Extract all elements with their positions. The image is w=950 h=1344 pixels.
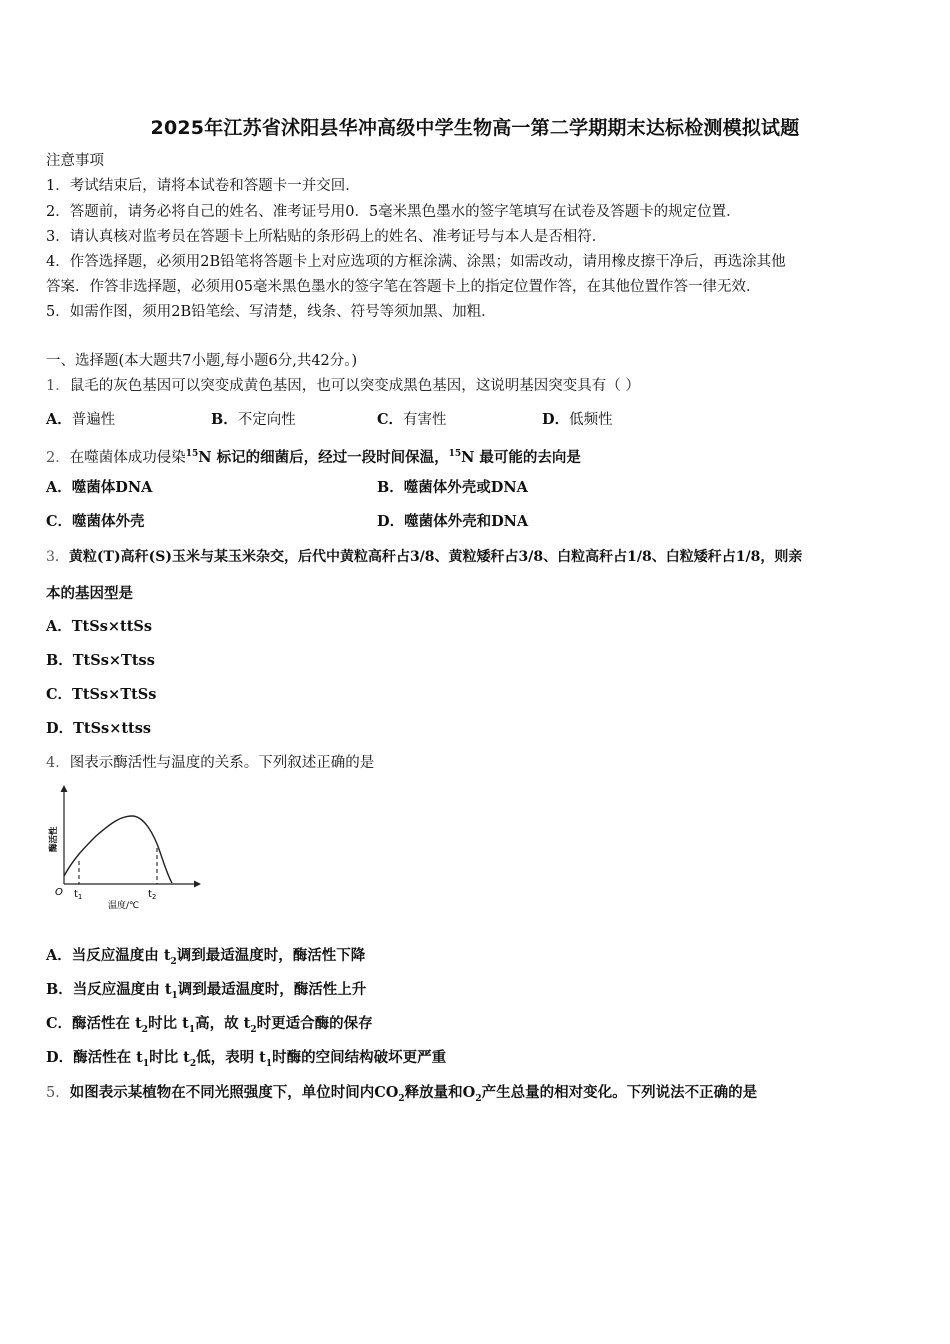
option-text: 普遍性: [71, 412, 116, 428]
option-label: B．: [211, 411, 238, 428]
question-stem: N 标记的细菌后，经过一段时间保温，: [198, 448, 449, 466]
option-text: 低，表明 t: [196, 1049, 266, 1066]
activity-curve: [64, 816, 172, 883]
origin-label: O: [55, 887, 63, 898]
question-stem: N 最可能的去向是: [461, 448, 581, 466]
option-text: TtSs×TtSs: [72, 686, 157, 703]
q3-option-c[interactable]: [46, 685, 156, 705]
notice-heading: 注意事项: [46, 153, 104, 169]
option-label: A．: [46, 618, 72, 635]
q2-option-a[interactable]: [46, 478, 152, 498]
enzyme-temperature-figure: [44, 782, 206, 912]
option-label: D．: [46, 1049, 74, 1066]
option-text: 噬菌体外壳和DNA: [404, 513, 529, 530]
option-label: C．: [377, 411, 404, 428]
option-text: 酶活性在 t: [73, 1049, 143, 1066]
option-text: 有害性: [403, 412, 447, 428]
option-label: D．: [46, 720, 74, 737]
question-stem: 产生总量的相对变化。下列说法不正确的是: [481, 1084, 758, 1101]
subscript: 1: [142, 1058, 150, 1069]
subscript: 2: [141, 1024, 149, 1035]
q3-option-d[interactable]: [46, 719, 151, 739]
question-number: 2．: [46, 449, 70, 466]
subscript: 1: [171, 990, 178, 1001]
option-text: 调到最适温度时，酶活性下降: [176, 947, 366, 964]
option-label: A．: [46, 479, 72, 496]
question-number: 1．: [46, 378, 70, 394]
x-axis-arrow: [194, 881, 201, 888]
question-4: [46, 753, 374, 773]
q1-option-d[interactable]: [542, 410, 613, 430]
option-text: 低频性: [569, 412, 613, 428]
option-text: 噬菌体DNA: [71, 479, 153, 496]
q1-option-b[interactable]: [211, 410, 296, 430]
y-axis-arrow: [61, 785, 68, 792]
option-text: TtSs×Ttss: [72, 652, 155, 669]
q4-option-a[interactable]: [46, 946, 365, 972]
notice-item-1: 1．考试结束后，请将本试卷和答题卡一并交回．: [46, 178, 360, 194]
option-label: C．: [46, 1015, 73, 1032]
t2-label: $t_2$: [148, 889, 157, 901]
option-label: B．: [46, 652, 73, 669]
option-text: 调到最适温度时，酶活性上升: [177, 981, 367, 998]
notice-item-3: 3．请认真核对监考员在答题卡上所粘贴的条形码上的姓名、准考证号与本人是否相符．: [46, 229, 607, 245]
t1-label: $t_1$: [74, 889, 83, 901]
superscript: 15: [448, 449, 462, 459]
q3-option-a[interactable]: [46, 617, 152, 637]
option-label: C．: [46, 686, 73, 703]
option-label: C．: [46, 513, 73, 530]
q1-option-c[interactable]: [377, 410, 447, 430]
q4-option-d[interactable]: [46, 1048, 446, 1074]
subscript: 2: [475, 1093, 482, 1104]
question-number: 5．: [46, 1085, 70, 1101]
option-text: 不定向性: [237, 412, 296, 428]
option-label: D．: [542, 411, 570, 428]
option-text: 时更适合酶的保存: [256, 1015, 373, 1032]
option-text: 噬菌体外壳: [72, 513, 145, 530]
section-heading: 一、选择题(本大题共7小题,每小题6分,共42分。): [46, 353, 358, 369]
option-label: A．: [46, 947, 72, 964]
x-axis-label: 温度/℃: [108, 901, 140, 911]
question-stem: 黄粒(T)高秆(S)玉米与某玉米杂交，后代中黄粒高秆占3/8、黄粒矮秆占3/8、白粒高秆占1/8、白粒矮秆占1/8，则亲: [68, 549, 803, 565]
question-3-cont: 本的基因型是: [46, 585, 133, 602]
question-stem: 如图表示某植物在不同光照强度下，单位时间内CO: [69, 1084, 399, 1101]
subscript: 1: [265, 1058, 273, 1069]
option-text: 酶活性在 t: [72, 1015, 142, 1032]
q4-option-c[interactable]: [46, 1014, 373, 1040]
option-text: 当反应温度由 t: [71, 947, 171, 964]
option-text: 当反应温度由 t: [72, 981, 172, 998]
subscript: 2: [398, 1093, 405, 1104]
subscript: 2: [189, 1058, 197, 1069]
page-title: 2025年江苏省沭阳县华冲高级中学生物高一第二学期期末达标检测模拟试题: [150, 117, 800, 139]
q2-option-c[interactable]: [46, 512, 145, 532]
q2-option-b[interactable]: [377, 478, 528, 498]
option-label: D．: [377, 513, 405, 530]
notice-item-5: 5．如需作图，须用2B铅笔绘、写清楚，线条、符号等须加黑、加粗．: [46, 304, 496, 320]
question-1: [46, 376, 640, 396]
question-stem: 在噬菌体成功侵染: [69, 449, 186, 466]
option-text: 时比 t: [149, 1049, 190, 1066]
q2-option-d[interactable]: [377, 512, 528, 532]
option-label: A．: [46, 411, 72, 428]
option-text: 时比 t: [148, 1015, 189, 1032]
option-label: B．: [46, 981, 73, 998]
question-5: [46, 1083, 757, 1109]
subscript: 2: [250, 1024, 257, 1035]
notice-item-2: 2．答题前，请务必将自己的姓名、准考证号用0．5毫米黑色墨水的签字笔填写在试卷及答题卡的规定位置．: [46, 204, 741, 220]
question-2: [46, 444, 581, 468]
option-label: B．: [377, 479, 404, 496]
q1-option-a[interactable]: [46, 410, 115, 430]
option-text: 高，故 t: [195, 1015, 251, 1032]
q3-option-b[interactable]: [46, 651, 155, 671]
subscript: 1: [188, 1024, 196, 1035]
option-text: TtSs×ttss: [73, 720, 152, 737]
question-stem: 图表示酶活性与温度的关系。下列叙述正确的是: [69, 755, 375, 771]
notice-item-4-cont: 答案．作答非选择题，必须用05毫米黑色墨水的签字笔在答题卡上的指定位置作答，在其他位置作答一律无效．: [46, 279, 761, 295]
question-number: 4．: [46, 755, 70, 771]
question-stem: 释放量和O: [404, 1084, 476, 1101]
option-text: 时酶的空间结构破坏更严重: [272, 1049, 447, 1066]
notice-item-4: 4．作答选择题，必须用2B铅笔将答题卡上对应选项的方框涂满、涂黑；如需改动，请用橡皮擦干净后，再选涂其他: [46, 254, 786, 270]
option-text: 噬菌体外壳或DNA: [403, 479, 528, 496]
subscript: 2: [170, 956, 177, 967]
question-number: 3．: [46, 549, 69, 565]
superscript: 15: [185, 449, 199, 459]
q4-option-b[interactable]: [46, 980, 366, 1006]
question-3: [46, 547, 802, 567]
question-stem: 鼠毛的灰色基因可以突变成黄色基因，也可以突变成黑色基因，这说明基因突变具有（ ）: [69, 378, 640, 394]
y-axis-label: 酶活性: [49, 826, 59, 852]
option-text: TtSs×ttSs: [71, 618, 153, 635]
